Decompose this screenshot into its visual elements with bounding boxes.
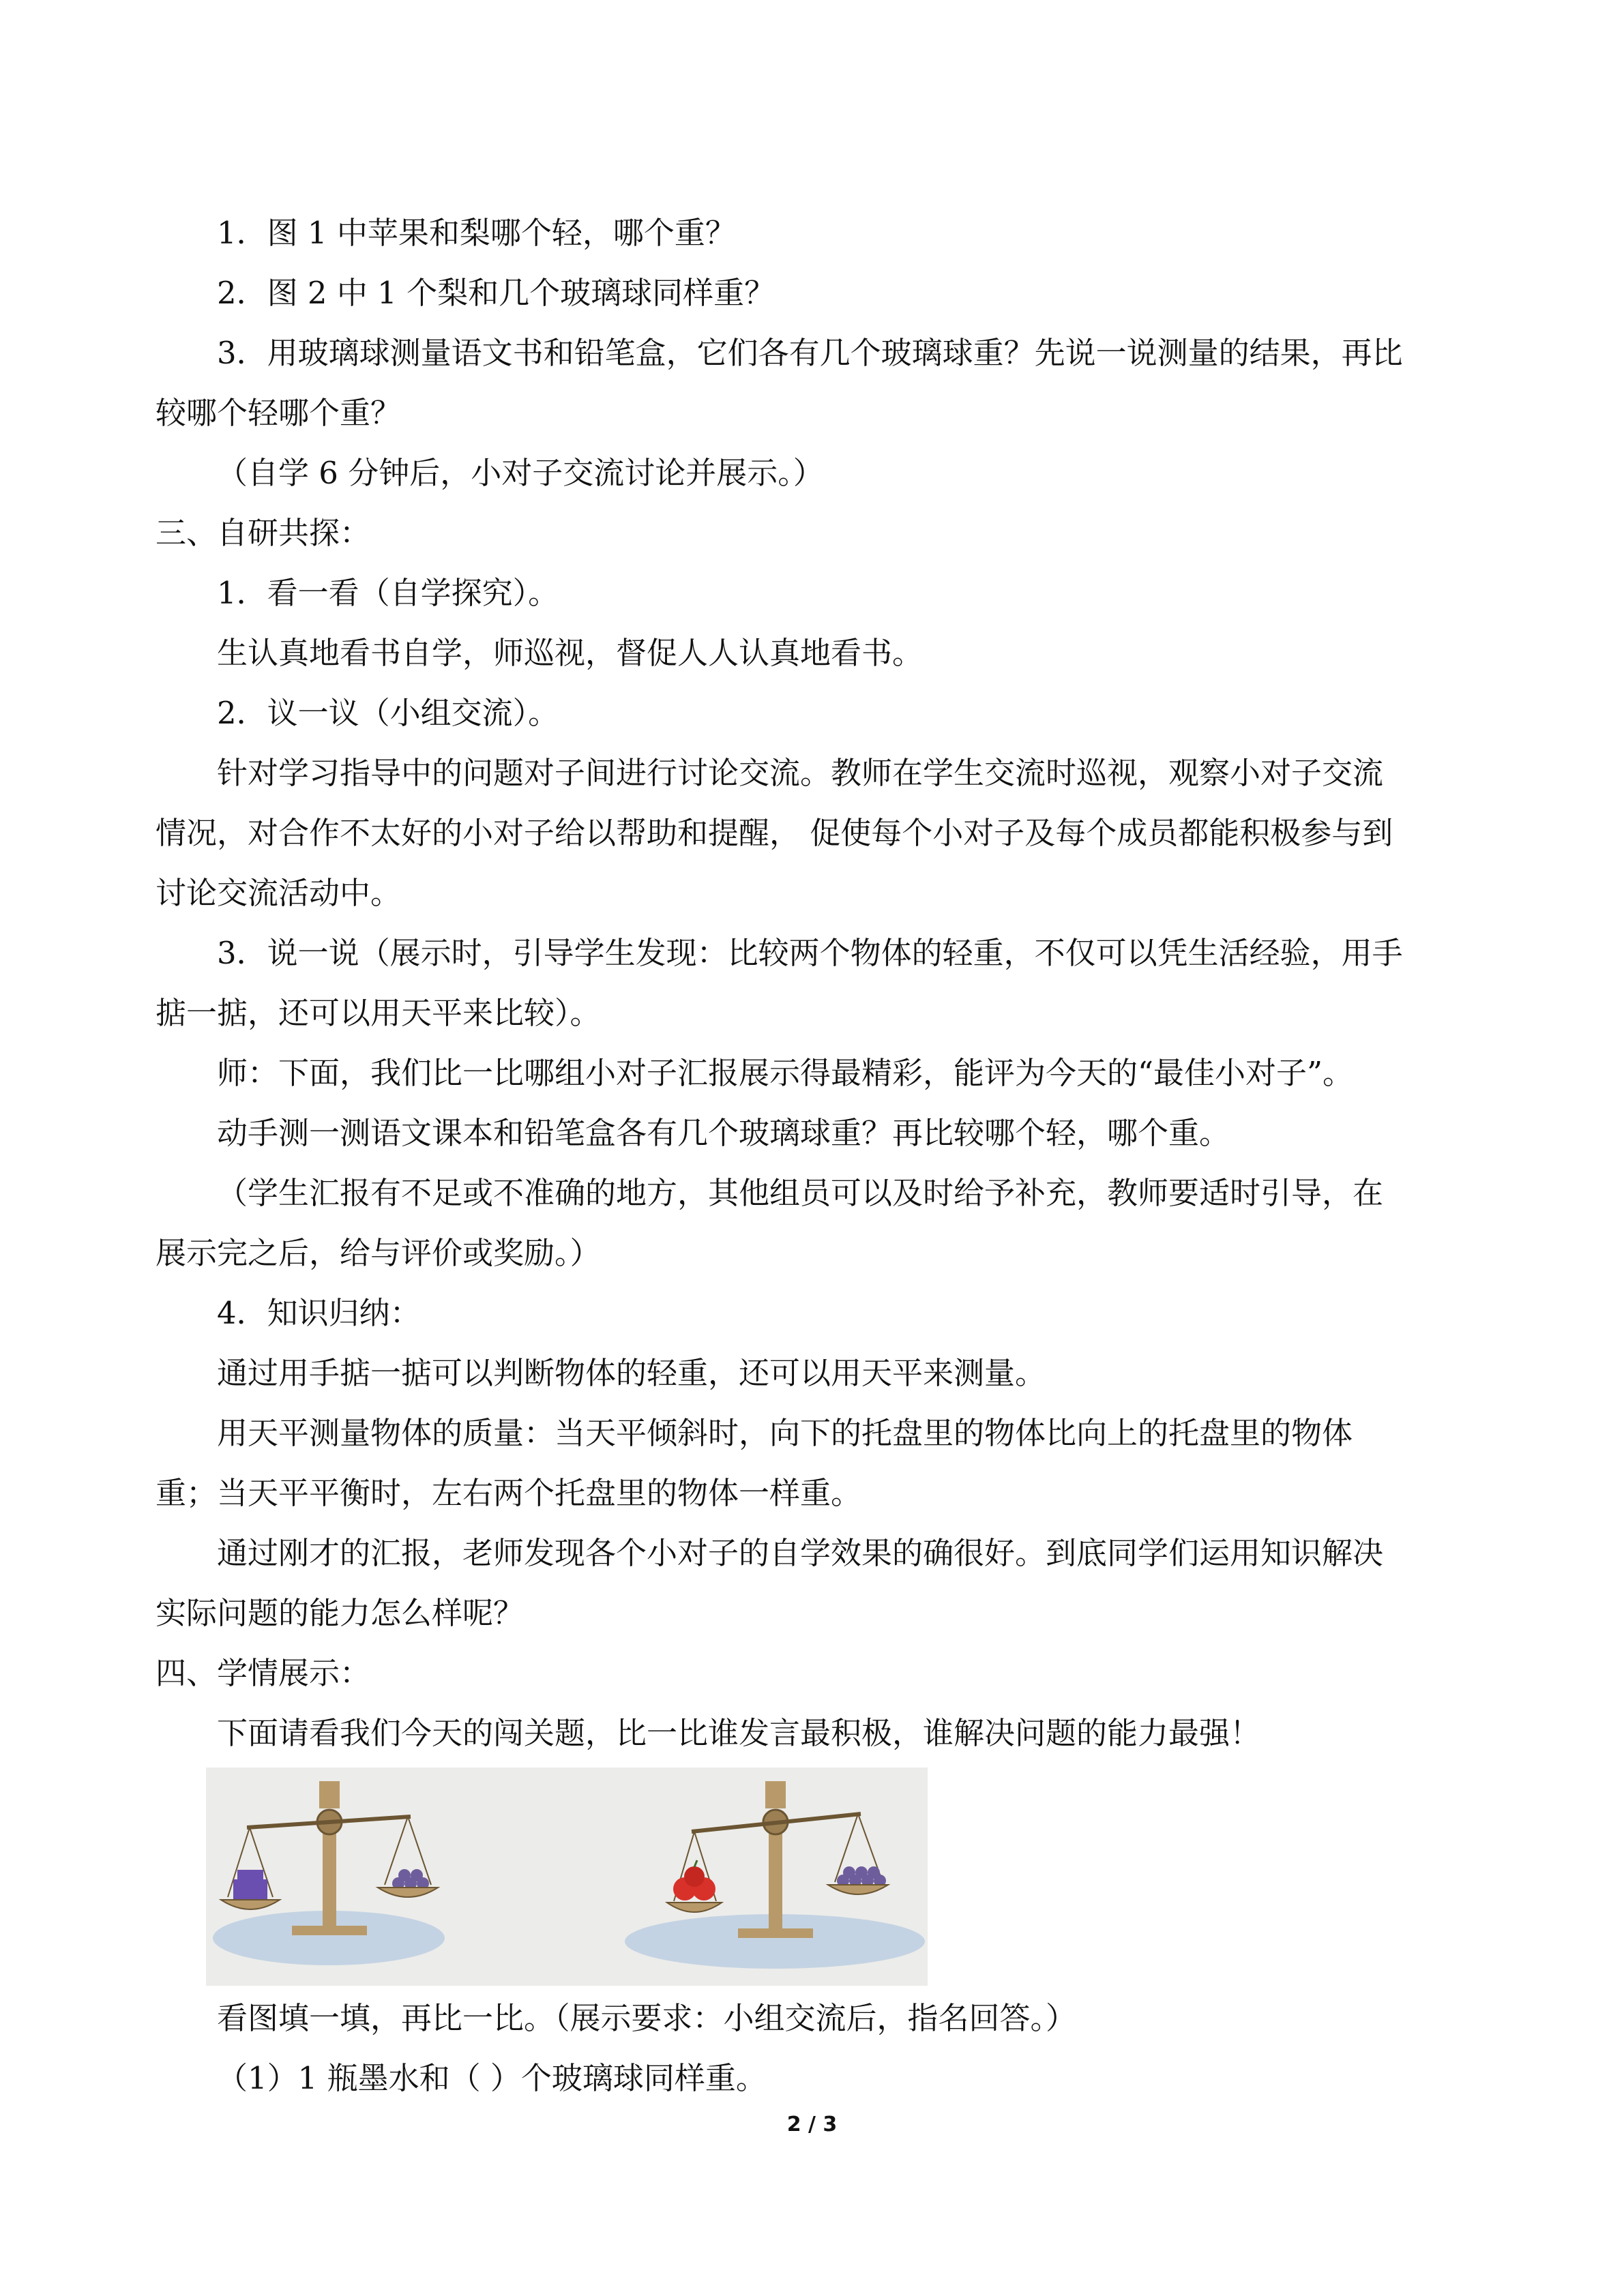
step-look-text: 生认真地看书自学，师巡视，督促人人认真地看书。 [217,635,924,671]
report-note-2: 展示完之后，给与评价或奖励。） [156,1235,601,1271]
apple [684,1866,705,1887]
glass-ball [411,1869,423,1881]
hands-on-line: 动手测一测语文课本和铅笔盒各有几个玻璃球重？再比较哪个轻，哪个重。 [217,1115,1230,1151]
step-discuss-text-1: 针对学习指导中的问题对子间进行讨论交流。教师在学生交流时巡视，观察小对子交流 [217,755,1384,791]
scale-top [319,1781,340,1808]
question-line-2: 2．图 2 中 1 个梨和几个玻璃球同样重？ [217,275,776,311]
step-speak: 3．说一说（展示时，引导学生发现：比较两个物体的轻重，不仅可以凭生活经验，用手 [217,935,1403,971]
summary-text-2: 用天平测量物体的质量：当天平倾斜时，向下的托盘里的物体比向上的托盘里的物体 [217,1415,1353,1451]
ink-bottle [233,1879,267,1901]
balance-scales-image [206,1768,928,1986]
glass-ball [868,1866,880,1879]
transition-text-2: 实际问题的能力怎么样呢？ [156,1595,525,1631]
fill-in-instruction: 看图填一填，再比一比。（展示要求：小组交流后，指名回答。） [217,2000,1077,2036]
step-speak-cont: 掂一掂，还可以用天平来比较）。 [156,995,601,1031]
glass-ball [855,1866,868,1879]
glass-ball [398,1869,411,1881]
self-study-note: （自学 6 分钟后，小对子交流讨论并展示。） [217,455,824,491]
balance-scales-figure [206,1768,928,1986]
scale-top [765,1781,786,1808]
question-line-3-cont: 较哪个轻哪个重？ [156,395,402,431]
step-look: 1．看一看（自学探究）。 [217,575,559,611]
teacher-line: 师：下面，我们比一比哪组小对子汇报展示得最精彩，能评为今天的“最佳小对子”。 [217,1055,1354,1091]
section-heading-3: 三、自研共探： [156,515,371,551]
fill-in-question-1: （1）1 瓶墨水和（ ）个玻璃球同样重。 [217,2060,767,2096]
step-discuss: 2．议一议（小组交流）。 [217,695,559,731]
transition-text-1: 通过刚才的汇报，老师发现各个小对子的自学效果的确很好。到底同学们运用知识解决 [217,1535,1384,1571]
scale-base [292,1926,367,1935]
report-note-1: （学生汇报有不足或不准确的地方，其他组员可以及时给予补充，教师要适时引导，在 [217,1175,1384,1211]
challenge-intro: 下面请看我们今天的闯关题，比一比谁发言最积极，谁解决问题的能力最强！ [217,1715,1261,1751]
step-discuss-text-3: 讨论交流活动中。 [156,875,402,911]
step-summary: 4．知识归纳： [217,1295,421,1331]
scale-pillar [769,1830,782,1930]
ink-bottle-cap [237,1870,263,1881]
page-number: 2 / 3 [786,2113,838,2136]
section-heading-4: 四、学情展示： [156,1655,371,1691]
glass-ball [843,1866,855,1879]
step-discuss-text-2: 情况，对合作不太好的小对子给以帮助和提醒， 促使每个小对子及每个成员都能积极参与到 [156,815,1393,851]
summary-text-1: 通过用手掂一掂可以判断物体的轻重，还可以用天平来测量。 [217,1355,1046,1391]
scale-base [738,1928,813,1938]
question-line-1: 1．图 1 中苹果和梨哪个轻，哪个重？ [217,215,736,251]
scale-pillar [323,1830,336,1927]
question-line-3: 3．用玻璃球测量语文书和铅笔盒，它们各有几个玻璃球重？先说一说测量的结果，再比 [217,335,1403,371]
summary-text-3: 重；当天平平衡时，左右两个托盘里的物体一样重。 [156,1475,862,1511]
